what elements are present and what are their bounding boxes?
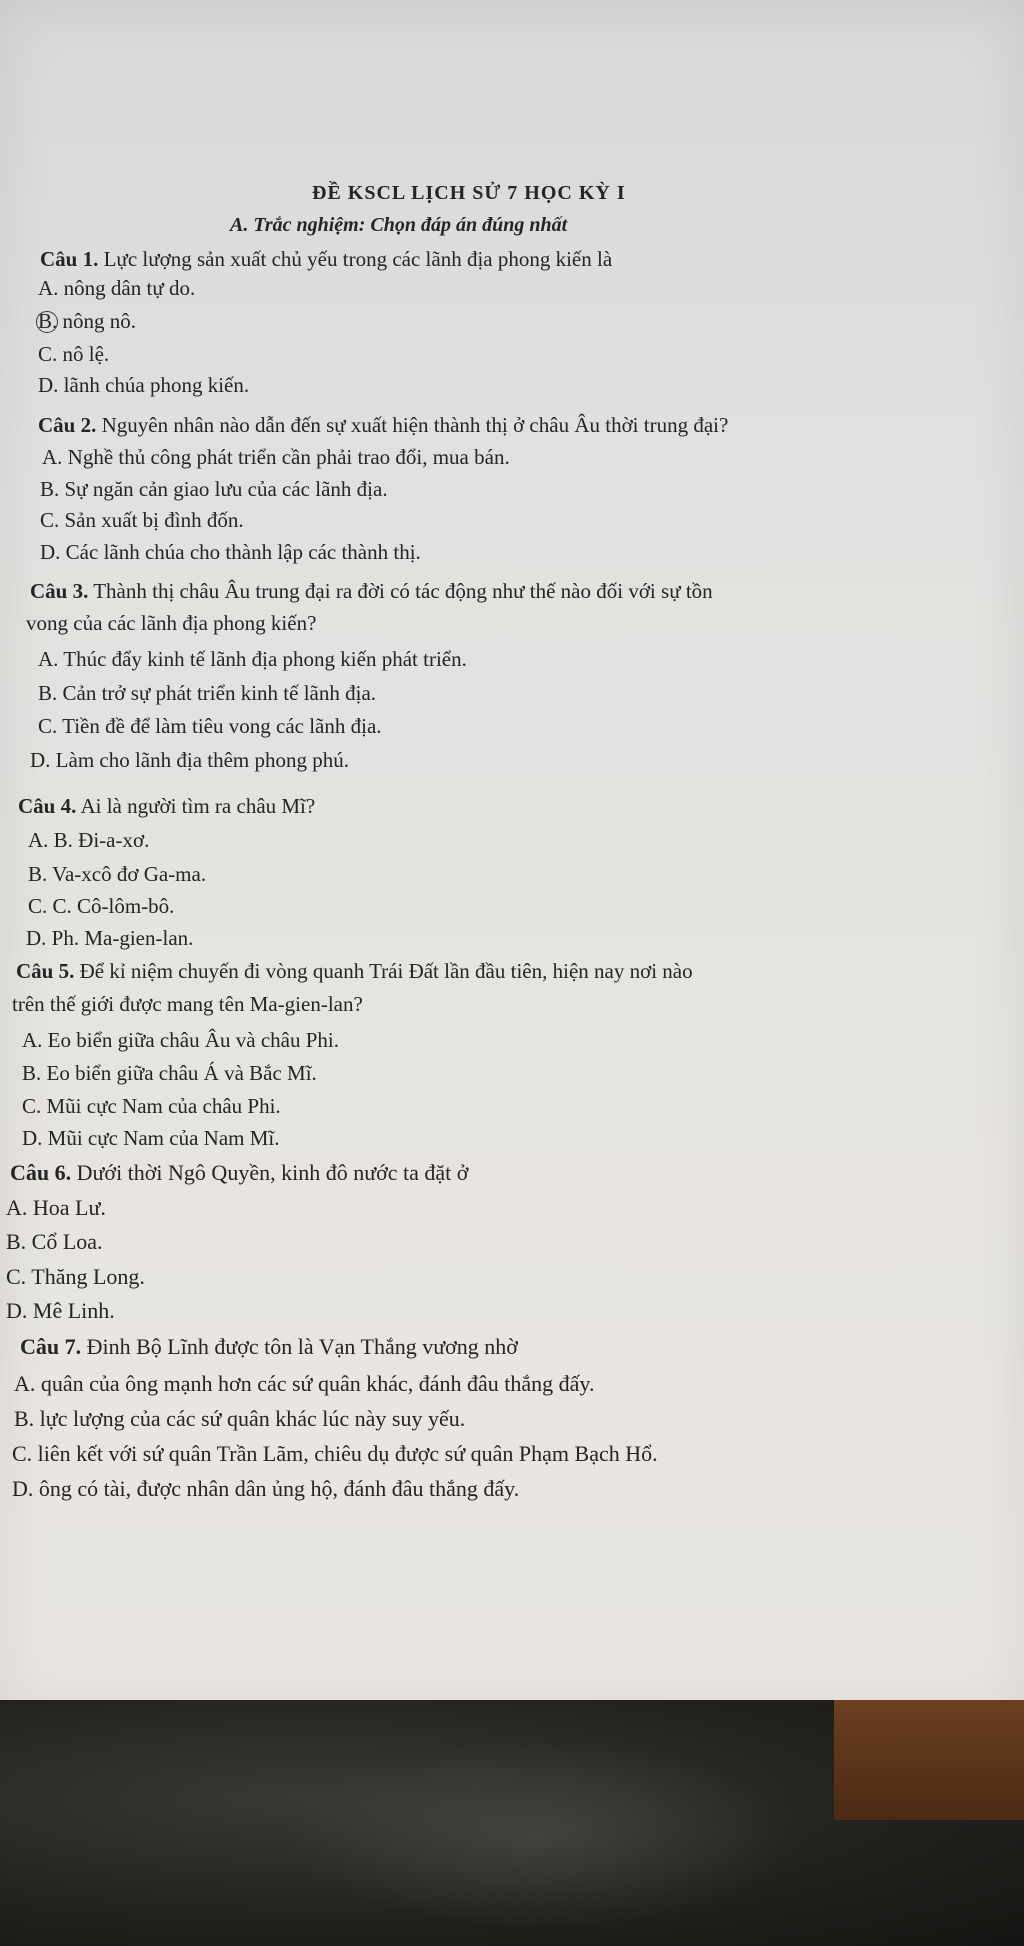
option-4c: C. C. Cô-lôm-bô. bbox=[28, 894, 175, 918]
option-2b: B. Sự ngăn cản giao lưu của các lãnh địa. bbox=[40, 477, 388, 501]
option-1a: A. nông dân tự do. bbox=[38, 276, 196, 300]
question-label: Câu 5. bbox=[16, 959, 75, 983]
question-label: Câu 2. bbox=[38, 413, 97, 437]
question-text: Lực lượng sản xuất chủ yếu trong các lãnh địa phong kiến là bbox=[98, 247, 613, 271]
option-3d: D. Làm cho lãnh địa thêm phong phú. bbox=[30, 748, 350, 772]
question-text: Nguyên nhân nào dẫn đến sự xuất hiện thành thị ở châu Âu thời trung đại? bbox=[96, 413, 729, 437]
question-text: Để kỉ niệm chuyến đi vòng quanh Trái Đất lần đầu tiên, hiện nay nơi nào bbox=[74, 959, 693, 983]
option-5b: B. Eo biển giữa châu Á và Bắc Mĩ. bbox=[22, 1061, 317, 1085]
option-7c: C. liên kết với sứ quân Trần Lãm, chiêu dụ được sứ quân Phạm Bạch Hổ. bbox=[12, 1441, 658, 1466]
question-label: Câu 1. bbox=[40, 247, 99, 271]
option-1c: C. nô lệ. bbox=[38, 342, 110, 366]
option-6a: A. Hoa Lư. bbox=[6, 1195, 106, 1220]
exam-title: ĐỀ KSCL LỊCH SỬ 7 HỌC KỲ I bbox=[312, 182, 626, 204]
question-3-continued: vong của các lãnh địa phong kiến? bbox=[26, 611, 317, 635]
option-4d: D. Ph. Ma-gien-lan. bbox=[26, 926, 194, 950]
option-1b: B. nông nô. bbox=[38, 309, 137, 333]
question-text: Đinh Bộ Lĩnh được tôn là Vạn Thắng vương nhờ bbox=[81, 1334, 518, 1359]
option-2a: A. Nghề thủ công phát triển cần phải trao đổi, mua bán. bbox=[42, 445, 510, 469]
question-text: Ai là người tìm ra châu Mĩ? bbox=[76, 794, 316, 818]
option-5a: A. Eo biển giữa châu Âu và châu Phi. bbox=[22, 1028, 339, 1052]
question-label: Câu 6. bbox=[10, 1160, 72, 1185]
background-fabric bbox=[0, 1700, 1024, 1946]
question-label: Câu 3. bbox=[30, 579, 89, 603]
option-3b: B. Cản trở sự phát triển kinh tế lãnh địa. bbox=[38, 681, 377, 705]
section-heading: A. Trắc nghiệm: Chọn đáp án đúng nhất bbox=[230, 214, 568, 236]
option-3a: A. Thúc đẩy kinh tế lãnh địa phong kiến phát triển. bbox=[38, 647, 467, 671]
question-label: Câu 4. bbox=[18, 794, 77, 818]
option-1d: D. lãnh chúa phong kiến. bbox=[38, 373, 250, 397]
option-5c: C. Mũi cực Nam của châu Phi. bbox=[22, 1094, 281, 1118]
question-5 bbox=[16, 958, 693, 984]
option-7d: D. ông có tài, được nhân dân ủng hộ, đánh đâu thắng đấy. bbox=[12, 1476, 520, 1501]
question-4 bbox=[18, 793, 315, 819]
option-7a: A. quân của ông mạnh hơn các sứ quân khác, đánh đâu thắng đấy. bbox=[14, 1371, 595, 1396]
option-6c: C. Thăng Long. bbox=[6, 1264, 145, 1289]
question-7 bbox=[20, 1334, 518, 1360]
option-6b: B. Cổ Loa. bbox=[6, 1229, 103, 1254]
question-text: Thành thị châu Âu trung đại ra đời có tác động như thế nào đối với sự tồn bbox=[88, 579, 713, 603]
option-7b: B. lực lượng của các sứ quân khác lúc này suy yếu. bbox=[14, 1406, 466, 1431]
option-6d: D. Mê Linh. bbox=[6, 1298, 115, 1323]
question-6 bbox=[10, 1160, 468, 1186]
option-2d: D. Các lãnh chúa cho thành lập các thành thị. bbox=[40, 540, 421, 564]
question-2 bbox=[38, 412, 728, 438]
option-5d: D. Mũi cực Nam của Nam Mĩ. bbox=[22, 1126, 280, 1150]
option-4b: B. Va-xcô đơ Ga-ma. bbox=[28, 862, 207, 886]
option-4a: A. B. Đi-a-xơ. bbox=[28, 828, 150, 852]
question-1 bbox=[40, 246, 612, 272]
question-text: Dưới thời Ngô Quyền, kinh đô nước ta đặt ở bbox=[71, 1160, 469, 1185]
option-3c: C. Tiền đề để làm tiêu vong các lãnh địa. bbox=[38, 714, 382, 738]
question-label: Câu 7. bbox=[20, 1334, 82, 1359]
question-5-continued: trên thế giới được mang tên Ma-gien-lan? bbox=[12, 992, 363, 1016]
option-2c: C. Sản xuất bị đình đốn. bbox=[40, 508, 244, 532]
question-3 bbox=[30, 578, 713, 604]
